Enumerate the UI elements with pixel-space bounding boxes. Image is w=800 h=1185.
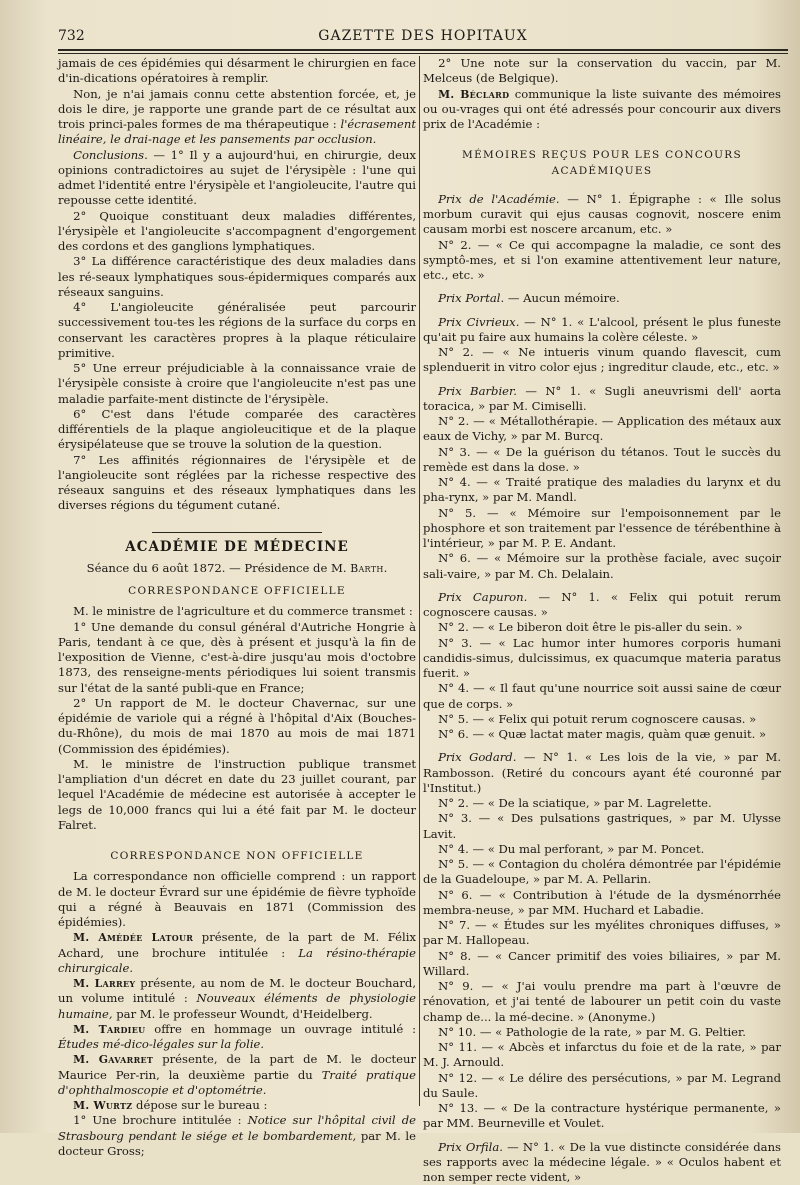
- prize-entry: Prix Barbier. — N° 1. « Sugli aneuvrismi dell' aorta toracica, » par M. Cimiselli.: [423, 384, 781, 415]
- paragraph: M. Gavarret présente, de la part de M. le docteur Maurice Per-rin, la deuxième partie du Traité pratique d'ophthalmoscopie et d'optométrie.: [58, 1052, 416, 1098]
- prize-entry: N° 11. — « Abcès et infarctus du foie et de la rate, » par M. J. Arnould.: [423, 1040, 781, 1071]
- header-rule: [58, 49, 788, 51]
- prize-entry: Prix Orfila. — N° 1. « De la vue distincte considérée dans ses rapports avec la médecine légale. » « Oculos habent et non semper recte vident, »: [423, 1140, 781, 1185]
- right-column: [423, 56, 781, 1106]
- prize-entry: N° 10. — « Pathologie de la rate, » par M. G. Peltier.: [423, 1025, 781, 1040]
- prize-label: Prix Portal.: [438, 291, 504, 305]
- left-column: [58, 56, 416, 1106]
- prize-entry: N° 5. — « Contagion du choléra démontrée par l'épidémie de la Guadeloupe, » par M. A. Pellarin.: [423, 857, 781, 888]
- prize-label: Prix Capuron.: [438, 590, 527, 604]
- prize-entry: N° 4. — « Il faut qu'une nourrice soit aussi saine de cœur que de corps. »: [423, 681, 781, 712]
- prize-entry: N° 6. — « Mémoire sur la prothèse faciale, avec suçoir sali-vaire, » par M. Ch. Delalain.: [423, 551, 781, 582]
- prize-entry: N° 12. — « Le délire des persécutions, » par M. Legrand du Saule.: [423, 1071, 781, 1102]
- prize-entry: N° 2. — « De la sciatique, » par M. Lagrelette.: [423, 796, 781, 811]
- subheading-nonofficial: CORRESPONDANCE NON OFFICIELLE: [58, 849, 416, 864]
- prize-entry: Prix Civrieux. — N° 1. « L'alcool, présent le plus funeste qu'ait pu faire aux humains la colère céleste. »: [423, 315, 781, 346]
- header-rule-thin: [58, 53, 788, 54]
- prize-entry: N° 6. — « Quæ lactat mater magis, quàm quæ genuit. »: [423, 727, 781, 742]
- conclusion-item: 6° C'est dans l'étude comparée des caractères différentiels de la plaque angioleucitique et de la plaque érysipélateuse que se trouve la solution de la question.: [58, 407, 416, 453]
- prize-label: Prix Orfila.: [438, 1140, 503, 1154]
- prize-entry: N° 3. — « Lac humor inter humores corporis humani candidis-simus, dulcissimus, ex quacumque materia paratus fuerit. »: [423, 636, 781, 682]
- person-name: M. Amédée Latour: [73, 931, 193, 944]
- prize-entry: Prix Portal. — Aucun mémoire.: [423, 291, 781, 306]
- prize-entry: Prix Godard. — N° 1. « Les lois de la vie, » par M. Rambosson. (Retiré du concours ayant été couronné par l'Institut.): [423, 750, 781, 796]
- memoires-heading: MÉMOIRES REÇUS POUR LES CONCOURS ACADÉMIQUES: [423, 148, 781, 179]
- paragraph: jamais de ces épidémies qui désarment le chirurgien en face d'in-dications opératoires à remplir.: [58, 56, 416, 87]
- paragraph: M. Amédée Latour présente, de la part de M. Félix Achard, une brochure intitulée : La résino-thérapie chirurgicale.: [58, 930, 416, 976]
- conclusion-item: 2° Quoique constituant deux maladies différentes, l'érysipèle et l'angioleucite s'accompagnent d'engorgement des cordons et des ganglions lymphatiques.: [58, 209, 416, 255]
- conclusion-item: 3° La différence caractéristique des deux maladies dans les ré-seaux lymphatiques sous-épidermiques comparés aux réseaux sanguins.: [58, 254, 416, 300]
- prize-entry: N° 7. — « Études sur les myélites chroniques diffuses, » par M. Hallopeau.: [423, 918, 781, 949]
- prize-entry: N° 4. — « Traité pratique des maladies du larynx et du pha-rynx, » par M. Mandl.: [423, 475, 781, 506]
- running-title: GAZETTE DES HOPITAUX: [58, 28, 788, 44]
- paragraph: 2° Un rapport de M. le docteur Chavernac, sur une épidémie de variole qui a régné à l'hôpital d'Aix (Bouches-du-Rhône), du mois de mai 1870 au mois de mai 1871 (Commission des épidémies).: [58, 696, 416, 757]
- conclusions-paragraph: Conclusions. — 1° Il y a aujourd'hui, en chirurgie, deux opinions contradictoires au sujet de l'érysipèle : l'une qui admet l'identité entre l'érysipèle et l'angioleucite, l'autre qui repousse cette identité.: [58, 148, 416, 209]
- person-name: M. Gavarret: [73, 1053, 153, 1066]
- prize-entry: N° 4. — « Du mal perforant, » par M. Poncet.: [423, 842, 781, 857]
- section-ornament: [58, 524, 416, 532]
- prize-entry: N° 5. — « Felix qui potuit rerum cognoscere causas. »: [423, 712, 781, 727]
- paragraph: M. le ministre de l'agriculture et du commerce transmet :: [58, 604, 416, 619]
- prize-entry: N° 3. — « Des pulsations gastriques, » par M. Ulysse Lavit.: [423, 811, 781, 842]
- paragraph: 1° Une demande du consul général d'Autriche Hongrie à Paris, tendant à ce que, dès à présent et jusqu'à la fin de l'exposition de Vienne, c'est-à-dire jusqu'au mois d'octobre 1873, des renseigne-ments périodiques lui soient transmis sur l'état de la santé publi-que en France;: [58, 620, 416, 696]
- prize-entry: Prix de l'Académie. — N° 1. Épigraphe : « Ille solus morbum curavit qui ejus causas cognovit, noscere enim causam morbi est noscere arcanum, etc. »: [423, 192, 781, 238]
- person-name: M. Larrey: [73, 977, 135, 990]
- person-name: M. Wurtz: [73, 1099, 132, 1112]
- person-name: M. Tardieu: [73, 1023, 145, 1036]
- prize-entry: N° 5. — « Mémoire sur l'empoisonnement par le phosphore et son traitement par l'essence de térébenthine à l'intérieur, » par M. P. E. Andant.: [423, 506, 781, 552]
- prize-entry: N° 2. — « Ce qui accompagne la maladie, ce sont des symptô-mes, et si l'on examine attentivement leur nature, etc., etc. »: [423, 238, 781, 284]
- prize-entry: N° 2. — « Le biberon doit être le pis-aller du sein. »: [423, 620, 781, 635]
- prize-entry: N° 6. — « Contribution à l'étude de la dysménorrhée membra-neuse, » par MM. Huchard et Labadie.: [423, 888, 781, 919]
- prize-entry: N° 2. — « Ne intueris vinum quando flavescit, cum splenduerit in vitro color ejus ; ingreditur claude, etc., etc. »: [423, 345, 781, 376]
- conclusion-item: 7° Les affinités régionnaires de l'érysipèle et de l'angioleucite sont réglées par la richesse respective des réseaux sanguins et des réseaux lymphatiques dans les diverses régions du tégument cutané.: [58, 453, 416, 514]
- paragraph: 1° Une brochure intitulée : Notice sur l'hôpital civil de Strasbourg pendant le siége et le bombardement, par M. le docteur Gross;: [58, 1113, 416, 1159]
- prize-label: Prix de l'Académie.: [438, 192, 560, 206]
- prize-label: Prix Godard.: [438, 750, 516, 764]
- page-number: 732: [58, 28, 85, 44]
- paragraph: La correspondance non officielle comprend : un rapport de M. le docteur Évrard sur une épidémie de fièvre typhoïde qui a régné à Beauvais en 1871 (Commission des épidémies).: [58, 869, 416, 930]
- section-heading: ACADÉMIE DE MÉDECINE: [58, 540, 416, 555]
- column-divider: [419, 56, 420, 1106]
- paragraph: M. Larrey présente, au nom de M. le docteur Bouchard, un volume intitulé : Nouveaux éléments de physiologie humaine, par M. le professeur Woundt, d'Heidelberg.: [58, 976, 416, 1022]
- paragraph: M. Wurtz dépose sur le bureau :: [58, 1098, 416, 1113]
- paragraph: Non, je n'ai jamais connu cette abstention forcée, et, je dois le dire, je rapporte une grande part de ce résultat aux trois princi-pales formes de ma thérapeutique : l'écrasement linéaire, le drai-nage et les pansements par occlusion.: [58, 87, 416, 148]
- person-name: M. Béclard: [438, 88, 509, 101]
- conclusions-label: Conclusions.: [73, 148, 148, 162]
- subheading-official: CORRESPONDANCE OFFICIELLE: [58, 584, 416, 599]
- prize-label: Prix Civrieux.: [438, 315, 519, 329]
- conclusion-item: 5° Une erreur préjudiciable à la connaissance vraie de l'érysipèle consiste à croire que l'angioleucite n'est pas une maladie parfaite-ment distincte de l'érysipèle.: [58, 361, 416, 407]
- session-line: Séance du 6 août 1872. — Présidence de M. Barth.: [58, 561, 416, 576]
- prize-entry: N° 3. — « De la guérison du tétanos. Tout le succès du remède est dans la dose. »: [423, 445, 781, 476]
- prize-entry: N° 13. — « De la contracture hystérique permanente, » par MM. Beurneville et Voulet.: [423, 1101, 781, 1132]
- paragraph: 2° Une note sur la conservation du vaccin, par M. Melceus (de Belgique).: [423, 56, 781, 87]
- conclusion-item: 4° L'angioleucite généralisée peut parcourir successivement tou-tes les régions de la surface du corps en conservant les caractères propres à la plaque réticulaire primitive.: [58, 300, 416, 361]
- paragraph: M. Tardieu offre en hommage un ouvrage intitulé : Études mé-dico-légales sur la folie.: [58, 1022, 416, 1053]
- prize-entry: Prix Capuron. — N° 1. « Felix qui potuit rerum cognoscere causas. »: [423, 590, 781, 621]
- prize-entry: N° 9. — « J'ai voulu prendre ma part à l'œuvre de rénovation, et j'ai tenté de labourer un petit coin du vaste champ de... la mé-decine. » (Anonyme.): [423, 979, 781, 1025]
- prize-label: Prix Barbier.: [438, 384, 517, 398]
- prize-entry: N° 2. — « Métallothérapie. — Application des métaux aux eaux de Vichy, » par M. Burcq.: [423, 414, 781, 445]
- prize-entry: N° 8. — « Cancer primitif des voies biliaires, » par M. Willard.: [423, 949, 781, 980]
- paragraph: M. Béclard communique la liste suivante des mémoires ou ou-vrages qui ont été adressés pour concourir aux divers prix de l'Académie :: [423, 87, 781, 133]
- paragraph: M. le ministre de l'instruction publique transmet l'ampliation d'un décret en date du 23 juillet courant, par lequel l'Académie de médecine est autorisée à accepter le legs de 10,000 francs qui lui a été fait par M. le docteur Falret.: [58, 757, 416, 833]
- page-header: [58, 28, 788, 48]
